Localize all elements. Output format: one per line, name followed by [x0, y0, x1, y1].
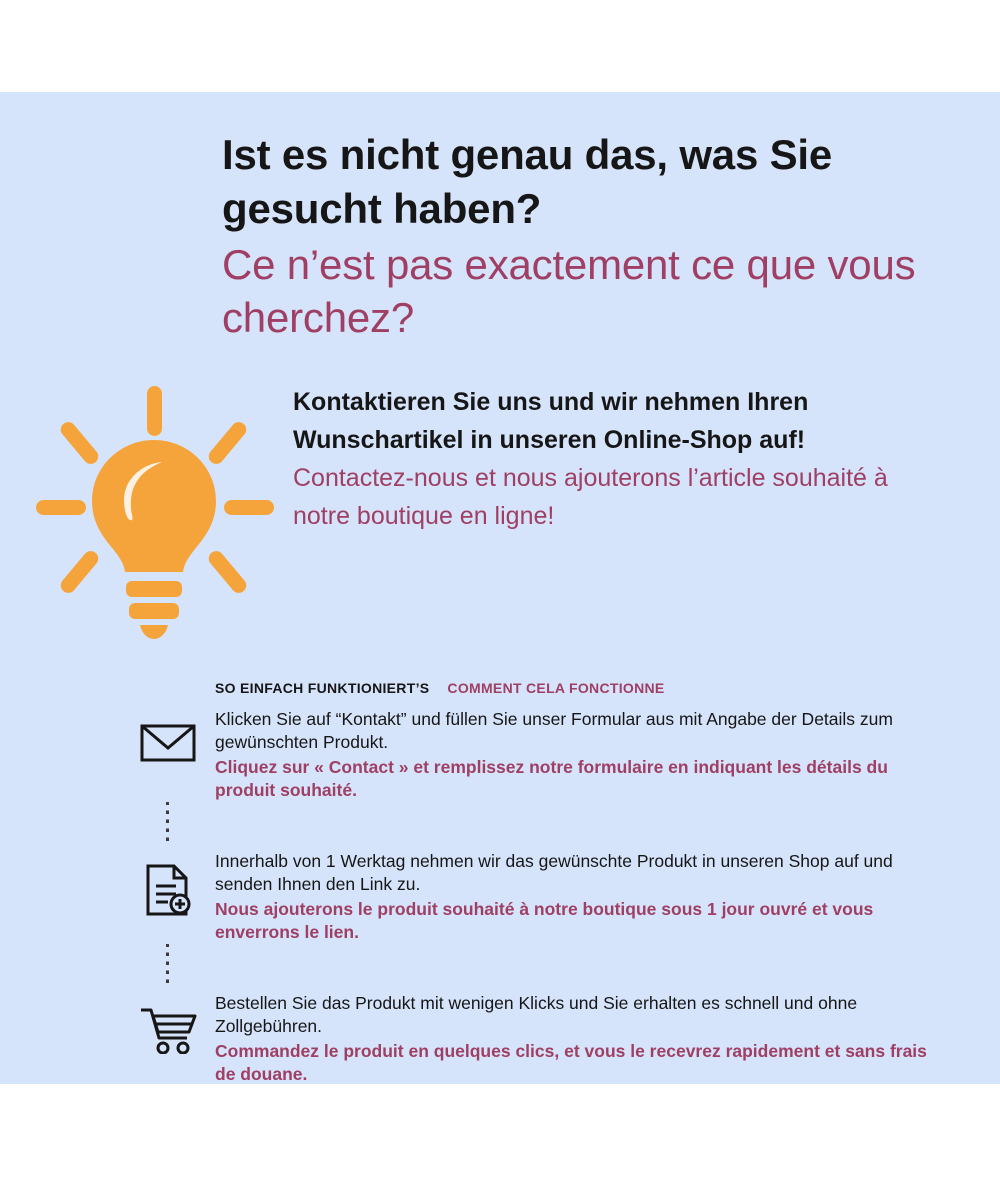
- step-text: [215, 704, 950, 802]
- headline-block: [222, 128, 942, 345]
- step-text: [215, 846, 950, 944]
- step-french: Commandez le produit en quelques clics, et vous le recevrez rapidement et sans frais de douane.: [215, 1040, 927, 1084]
- subheadline-french: Contactez-nous et nous ajouterons l’article souhaité à notre boutique en ligne!: [293, 464, 888, 530]
- step-connector: [120, 802, 950, 846]
- headline-german: Ist es nicht genau das, was Sie gesucht haben?: [222, 131, 833, 232]
- step-item: [120, 704, 950, 802]
- step-german: Bestellen Sie das Produkt mit wenigen Klicks und Sie erhalten es schnell und ohne Zollgebühren.: [215, 993, 858, 1037]
- document-add-icon: [120, 846, 215, 916]
- step-german: Innerhalb von 1 Werktag nehmen wir das gewünschte Produkt in unseren Shop auf und senden Ihnen den Link zu.: [215, 851, 893, 895]
- envelope-icon: [120, 704, 215, 764]
- headline-french: Ce n’est pas exactement ce que vous cherchez?: [222, 240, 916, 342]
- howto-title-french: COMMENT CELA FONCTIONNE: [447, 680, 665, 696]
- dotted-line: [166, 944, 169, 988]
- step-french: Nous ajouterons le produit souhaité à notre boutique sous 1 jour ouvré et vous enverrons le lien.: [215, 898, 874, 942]
- dotted-line: [166, 802, 169, 846]
- subheadline-german: Kontaktieren Sie uns und wir nehmen Ihren Wunschartikel in unseren Online-Shop auf!: [293, 388, 809, 454]
- step-connector: [120, 944, 950, 988]
- step-german: Klicken Sie auf “Kontakt” und füllen Sie unser Formular aus mit Angabe der Details zum gewünschten Produkt.: [215, 709, 893, 753]
- step-item: [120, 988, 950, 1086]
- lightbulb-icon: [28, 382, 278, 642]
- lightbulb-illustration: [28, 382, 278, 642]
- shopping-cart-icon: [120, 988, 215, 1054]
- howto-title-german: SO EINFACH FUNKTIONIERT’S: [215, 680, 430, 696]
- step-french: Cliquez sur « Contact » et remplissez notre formulaire en indiquant les détails du produit souhaité.: [215, 756, 888, 800]
- promo-banner: [0, 92, 1000, 1084]
- howto-title: [215, 680, 665, 696]
- step-text: [215, 988, 950, 1086]
- step-item: [120, 846, 950, 944]
- subheadline-block: [293, 384, 933, 535]
- howto-steps: [120, 704, 950, 1086]
